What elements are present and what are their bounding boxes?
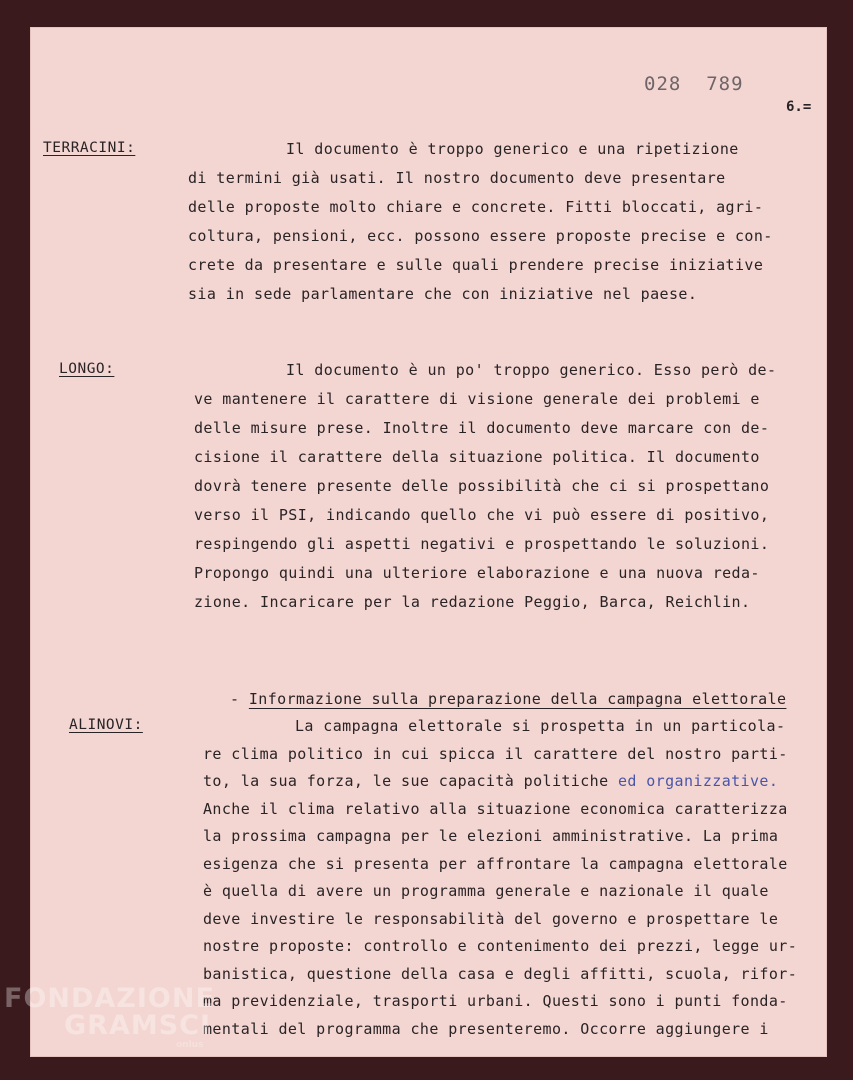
text-line: ve mantenere il carattere di visione generale dei problemi e: [194, 390, 760, 408]
text-line: deve investire le responsabilità del governo e prospettare le: [203, 909, 779, 928]
watermark-line2: GRAMSCI: [64, 1010, 212, 1041]
handwritten-correction: ed organizzative.: [608, 772, 779, 790]
watermark-logo: [4, 985, 215, 1050]
text-line: delle proposte molto chiare e concrete. Fitti bloccati, agri-: [188, 198, 764, 216]
text-line: Il documento è un po' troppo generico. Esso però de-: [286, 361, 777, 379]
speaker-longo: LONGO:: [59, 361, 115, 377]
document-page: [30, 27, 827, 1057]
text-line: sia in sede parlamentare che con iniziative nel paese.: [188, 285, 698, 303]
text-line: banistica, questione della casa e degli affitti, scuola, rifor-: [203, 964, 798, 983]
text-line: coltura, pensioni, ecc. possono essere proposte precise e con-: [188, 227, 773, 245]
text-line: la prossima campagna per le elezioni amministrative. La prima: [203, 827, 779, 845]
text-line: di termini già usati. Il nostro documento deve presentare: [188, 169, 726, 187]
page-number: 6.=: [786, 99, 812, 115]
text-line: nostre proposte: controllo e contenimento dei prezzi, legge ur-: [203, 937, 798, 955]
text-line: dovrà tenere presente delle possibilità che ci si prospettano: [194, 477, 770, 495]
speaker-alinovi: ALINOVI:: [69, 717, 143, 733]
text-line: verso il PSI, indicando quello che vi può essere di positivo,: [194, 506, 770, 524]
text-line: La campagna elettorale si prospetta in un particola-: [295, 717, 786, 735]
heading-dash: -: [230, 690, 249, 708]
watermark-line3: onlus: [176, 1040, 204, 1050]
text-line: zione. Incaricare per la redazione Peggio, Barca, Reichlin.: [194, 593, 751, 611]
text-line: ma previdenziale, trasporti urbani. Questi sono i punti fonda-: [203, 992, 788, 1010]
section-heading: [230, 690, 786, 708]
archive-number: 028 789: [644, 73, 744, 95]
text-line: crete da presentare e sulle quali prendere precise iniziative: [188, 256, 764, 274]
heading-text: Informazione sulla preparazione della campagna elettorale: [248, 690, 787, 708]
text-line: esigenza che si presenta per affrontare la campagna elettorale: [203, 854, 788, 873]
text-line: cisione il carattere della situazione politica. Il documento: [194, 448, 760, 466]
text-line: è quella di avere un programma generale e nazionale il quale: [203, 882, 769, 900]
text-line-part: to, la sua forza, le sue capacità politiche: [203, 772, 609, 790]
text-line: Propongo quindi una ulteriore elaborazione e una nuova reda-: [194, 564, 760, 582]
text-line: re clima politico in cui spicca il carattere del nostro parti-: [203, 744, 788, 763]
watermark-line1: FONDAZIONE: [4, 983, 215, 1014]
text-line: delle misure prese. Inoltre il documento deve marcare con de-: [194, 419, 770, 437]
text-line: Il documento è troppo generico e una ripetizione: [286, 140, 739, 158]
text-line: mentali del programma che presenteremo. Occorre aggiungere i: [203, 1019, 769, 1038]
text-line: [203, 772, 778, 790]
text-line: Anche il clima relativo alla situazione economica caratterizza: [203, 799, 788, 818]
text-line: respingendo gli aspetti negativi e prospettando le soluzioni.: [194, 535, 770, 553]
speaker-terracini: TERRACINI:: [43, 140, 136, 156]
